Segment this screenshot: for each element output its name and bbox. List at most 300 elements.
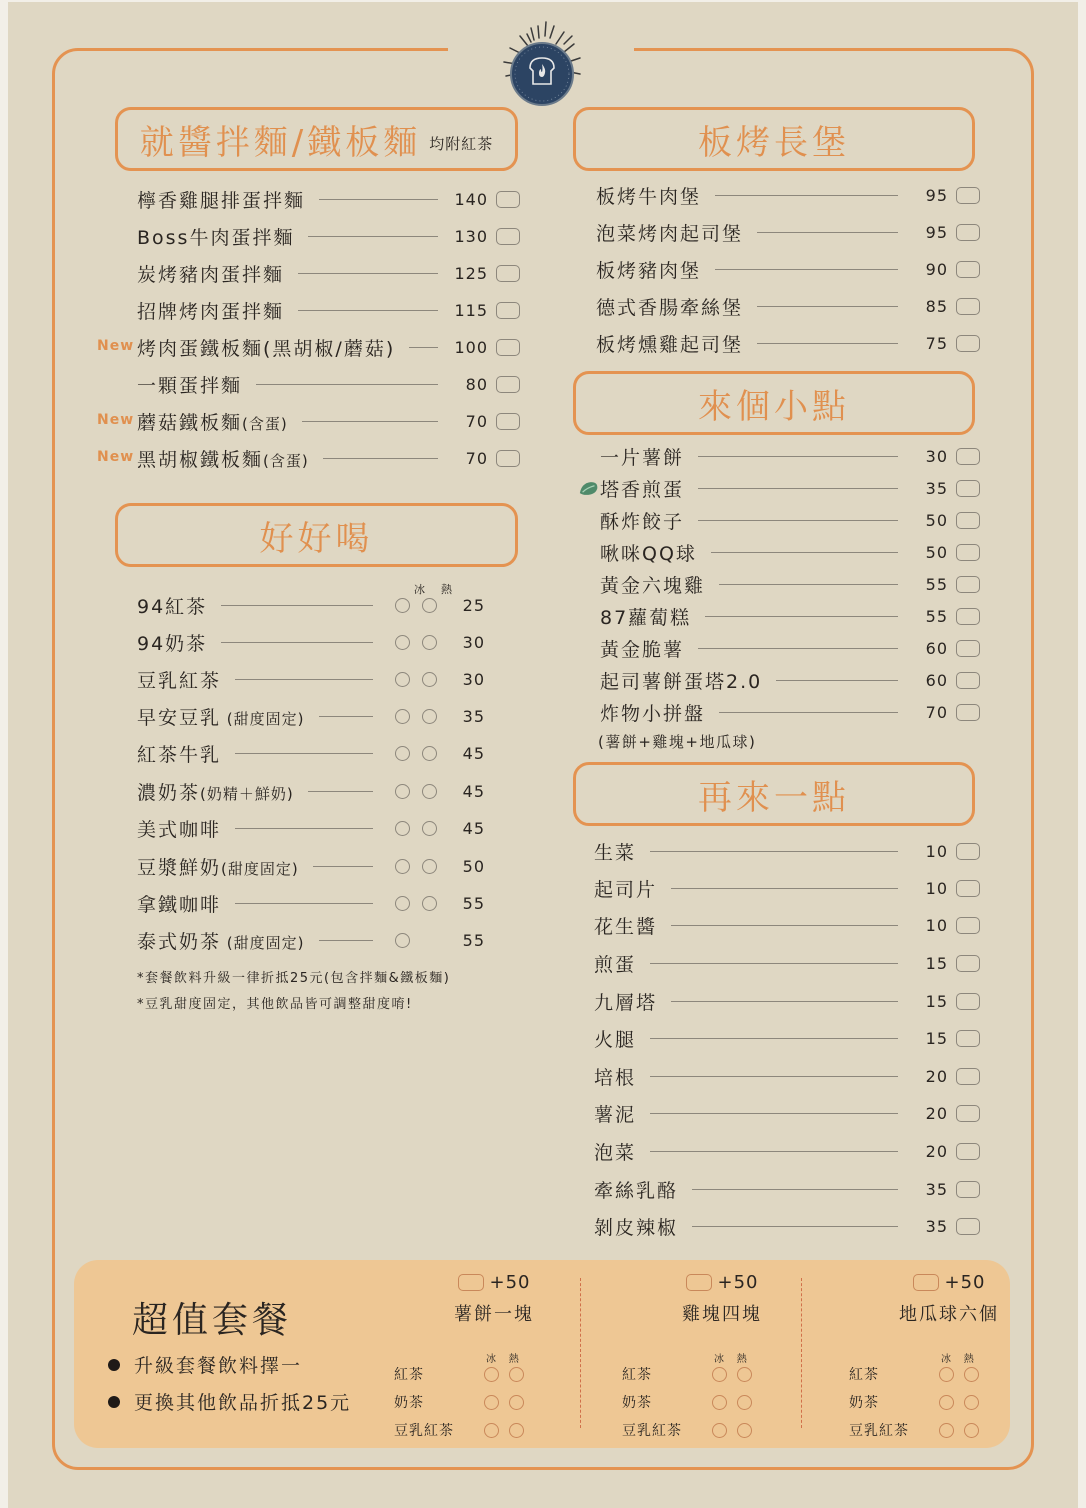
drink-name: 紅茶牛乳 <box>137 743 222 766</box>
item-name: 火腿 <box>594 1028 637 1051</box>
new-badge: New <box>97 338 135 354</box>
item-price: 30 <box>925 446 948 466</box>
ice-radio[interactable] <box>939 1367 954 1382</box>
item-name: 招牌烤肉蛋拌麵 <box>137 300 285 323</box>
item-price: 115 <box>454 300 488 320</box>
drink-row[interactable] <box>137 627 485 657</box>
item-price: 70 <box>465 448 488 468</box>
leader-line <box>698 488 898 489</box>
drink-row[interactable] <box>137 813 485 843</box>
ice-radio[interactable] <box>712 1367 727 1382</box>
combo-side: 薯餅一塊 <box>454 1304 534 1325</box>
leader-line <box>692 1226 898 1227</box>
item-name: 一片薯餅 <box>600 446 685 469</box>
hot-radio[interactable] <box>509 1367 524 1382</box>
item-name: 薯泥 <box>594 1103 637 1126</box>
combo-checkbox[interactable] <box>458 1274 484 1291</box>
order-checkbox[interactable] <box>956 1218 980 1235</box>
order-checkbox[interactable] <box>956 672 980 689</box>
ice-radio[interactable] <box>395 784 410 799</box>
item-name: 一顆蛋拌麵 <box>137 374 243 397</box>
ice-radio[interactable] <box>395 821 410 836</box>
leader-line <box>692 1189 898 1190</box>
drink-name: 拿鐵咖啡 <box>137 893 222 916</box>
order-checkbox[interactable] <box>496 191 520 208</box>
leader-line <box>319 716 374 717</box>
combo-option <box>622 1272 822 1442</box>
item-price: 15 <box>925 991 948 1011</box>
drink-price: 45 <box>462 818 485 838</box>
item-price: 10 <box>925 915 948 935</box>
item-price: 130 <box>454 226 488 246</box>
order-checkbox[interactable] <box>956 261 980 278</box>
combo-title: 超值套餐 <box>132 1300 293 1341</box>
menu-item-row[interactable] <box>600 697 980 727</box>
leader-line <box>235 903 373 904</box>
leader-line <box>313 866 373 867</box>
item-name: 起司薯餅蛋塔2.0 <box>600 670 763 693</box>
menu-item-row[interactable] <box>600 505 980 535</box>
hot-radio[interactable] <box>964 1395 979 1410</box>
combo-drink-name: 奶茶 <box>622 1395 652 1411</box>
leader-line <box>715 195 898 196</box>
temp-options <box>395 784 441 799</box>
item-price: 70 <box>465 411 488 431</box>
combo-drink-row <box>622 1420 762 1440</box>
drink-price: 50 <box>462 856 485 876</box>
item-name: 黃金六塊雞 <box>600 574 706 597</box>
item-name: 檸香雞腿排蛋拌麵 <box>137 189 306 212</box>
item-price: 15 <box>925 1028 948 1048</box>
item-name: 炸物小拼盤 <box>600 702 706 725</box>
leader-line <box>221 605 373 606</box>
combo-drink-name: 豆乳紅茶 <box>622 1423 682 1439</box>
hot-radio[interactable] <box>422 672 437 687</box>
combo-checkbox[interactable] <box>913 1274 939 1291</box>
item-price: 20 <box>925 1103 948 1123</box>
temp-options <box>395 933 441 948</box>
temp-labels: 冰 熱 <box>714 1354 747 1365</box>
leader-line <box>671 925 898 926</box>
leader-line <box>705 616 898 617</box>
combo-price: +50 <box>717 1272 759 1293</box>
combo-drink-name: 豆乳紅茶 <box>849 1423 909 1439</box>
hot-radio[interactable] <box>737 1423 752 1438</box>
temp-options <box>395 635 441 650</box>
leader-line <box>298 273 438 274</box>
order-checkbox[interactable] <box>956 880 980 897</box>
leader-line <box>757 232 898 233</box>
item-name: 87蘿蔔糕 <box>600 606 692 629</box>
menu-item-row[interactable] <box>600 473 980 503</box>
menu-item-row[interactable] <box>137 221 520 251</box>
drink-price: 30 <box>462 632 485 652</box>
item-price: 10 <box>925 878 948 898</box>
drink-name: 豆漿鮮奶(甜度固定) <box>137 856 299 879</box>
section-title-noodles: 就醬拌麵/鐵板麵 均附紅茶 <box>115 107 518 171</box>
item-price: 125 <box>454 263 488 283</box>
menu-item-row[interactable] <box>596 328 980 358</box>
menu-item-row[interactable] <box>600 601 980 631</box>
new-badge: New <box>97 449 135 465</box>
combo-drink-name: 紅茶 <box>849 1367 879 1383</box>
hot-radio[interactable] <box>509 1395 524 1410</box>
leader-line <box>698 648 898 649</box>
leader-line <box>776 680 898 681</box>
menu-item-row[interactable] <box>594 986 980 1016</box>
item-price: 55 <box>925 606 948 626</box>
combo-drink-name: 紅茶 <box>622 1367 652 1383</box>
item-price: 15 <box>925 953 948 973</box>
item-name: 烤肉蛋鐵板麵(黑胡椒/蘑菇) <box>137 337 396 360</box>
drink-price: 30 <box>462 669 485 689</box>
menu-item-row[interactable] <box>600 537 980 567</box>
menu-item-row[interactable] <box>137 332 520 362</box>
item-price: 100 <box>454 337 488 357</box>
order-checkbox[interactable] <box>496 376 520 393</box>
combo-drink-row <box>394 1392 534 1412</box>
hot-radio[interactable] <box>737 1395 752 1410</box>
combo-side: 雞塊四塊 <box>682 1304 762 1325</box>
leader-line <box>715 269 898 270</box>
drink-row[interactable] <box>137 590 485 620</box>
item-price: 55 <box>925 574 948 594</box>
menu-item-row[interactable] <box>596 217 980 247</box>
leader-line <box>221 642 373 643</box>
leader-line <box>671 1001 898 1002</box>
menu-item-row[interactable] <box>600 665 980 695</box>
order-checkbox[interactable] <box>956 335 980 352</box>
temp-options <box>395 896 441 911</box>
item-price: 95 <box>925 222 948 242</box>
leader-line <box>698 456 898 457</box>
order-checkbox[interactable] <box>956 917 980 934</box>
item-price: 60 <box>925 670 948 690</box>
menu-item-row[interactable] <box>137 406 520 436</box>
leader-line <box>650 1076 898 1077</box>
menu-item-row[interactable] <box>137 184 520 214</box>
section-title-extras: 再來一點 <box>573 762 975 826</box>
menu-item-row[interactable] <box>594 1098 980 1128</box>
temp-options <box>395 709 441 724</box>
temp-options <box>395 746 441 761</box>
drink-name: 早安豆乳 (甜度固定) <box>137 706 305 729</box>
ice-radio[interactable] <box>395 672 410 687</box>
leader-line <box>757 343 898 344</box>
drink-row[interactable] <box>137 664 485 694</box>
item-price: 80 <box>465 374 488 394</box>
drink-price: 45 <box>462 781 485 801</box>
ice-radio[interactable] <box>395 896 410 911</box>
temp-options <box>395 598 441 613</box>
item-name: 蘑菇鐵板麵(含蛋) <box>137 411 288 434</box>
drink-name: 濃奶茶(奶精＋鮮奶) <box>137 781 294 804</box>
drinks-note-2: *豆乳甜度固定，其他飲品皆可調整甜度唷! <box>137 997 413 1012</box>
order-checkbox[interactable] <box>956 640 980 657</box>
hot-radio[interactable] <box>964 1423 979 1438</box>
temp-labels: 冰 熱 <box>941 1354 974 1365</box>
hot-radio[interactable] <box>737 1367 752 1382</box>
leader-line <box>698 520 898 521</box>
menu-item-row[interactable] <box>594 1023 980 1053</box>
item-name: Boss牛肉蛋拌麵 <box>137 226 295 249</box>
hot-radio[interactable] <box>422 709 437 724</box>
leader-line <box>650 851 898 852</box>
combo-drink-row <box>394 1364 534 1384</box>
drink-name: 94紅茶 <box>137 595 208 618</box>
leader-line <box>308 791 373 792</box>
item-price: 90 <box>925 259 948 279</box>
menu-item-row[interactable] <box>594 1211 980 1241</box>
item-price: 95 <box>925 185 948 205</box>
hot-radio[interactable] <box>422 784 437 799</box>
new-badge: New <box>97 412 135 428</box>
ice-radio[interactable] <box>395 746 410 761</box>
order-checkbox[interactable] <box>956 704 980 721</box>
leader-line <box>650 963 898 964</box>
ice-radio[interactable] <box>395 859 410 874</box>
order-checkbox[interactable] <box>496 413 520 430</box>
drink-row[interactable] <box>137 925 485 955</box>
order-checkbox[interactable] <box>956 224 980 241</box>
combo-checkbox[interactable] <box>686 1274 712 1291</box>
ice-radio[interactable] <box>712 1395 727 1410</box>
leader-line <box>711 552 898 553</box>
hot-radio[interactable] <box>422 821 437 836</box>
menu-item-row[interactable] <box>594 1061 980 1091</box>
drink-name: 泰式奶茶 (甜度固定) <box>137 930 305 953</box>
leader-line <box>319 199 438 200</box>
item-name: 酥炸餃子 <box>600 510 685 533</box>
combo-price: +50 <box>489 1272 531 1293</box>
leader-line <box>308 236 438 237</box>
item-price: 20 <box>925 1141 948 1161</box>
item-name: 黃金脆薯 <box>600 638 685 661</box>
combo-drink-row <box>622 1364 762 1384</box>
drinks-note-1: *套餐飲料升級一律折抵25元(包含拌麵&鐵板麵) <box>137 971 451 986</box>
ice-radio[interactable] <box>395 635 410 650</box>
leader-line <box>671 888 898 889</box>
menu-item-row[interactable] <box>137 443 520 473</box>
item-name: 板烤牛肉堡 <box>596 185 702 208</box>
menu-item-row[interactable] <box>594 948 980 978</box>
ice-label: 冰 <box>414 583 425 596</box>
combo-option <box>394 1272 594 1442</box>
combo-panel <box>74 1260 1010 1448</box>
hot-radio[interactable] <box>422 598 437 613</box>
menu-item-row[interactable] <box>600 569 980 599</box>
menu-item-row[interactable] <box>594 910 980 940</box>
section-title-burgers: 板烤長堡 <box>573 107 975 171</box>
menu-item-row[interactable] <box>600 633 980 663</box>
order-checkbox[interactable] <box>956 512 980 529</box>
menu-item-row[interactable] <box>600 441 980 471</box>
item-price: 10 <box>925 841 948 861</box>
combo-drink-name: 奶茶 <box>849 1395 879 1411</box>
item-name: 煎蛋 <box>594 953 637 976</box>
menu-item-row[interactable] <box>137 369 520 399</box>
hot-radio[interactable] <box>509 1423 524 1438</box>
drink-price: 35 <box>462 706 485 726</box>
combo-drink-name: 奶茶 <box>394 1395 424 1411</box>
item-name: 板烤燻雞起司堡 <box>596 333 744 356</box>
item-price: 60 <box>925 638 948 658</box>
item-price: 50 <box>925 510 948 530</box>
hot-label: 熱 <box>441 583 452 596</box>
menu-item-row[interactable] <box>594 1136 980 1166</box>
leader-line <box>650 1151 898 1152</box>
ice-radio[interactable] <box>712 1423 727 1438</box>
order-checkbox[interactable] <box>956 448 980 465</box>
order-checkbox[interactable] <box>956 187 980 204</box>
combo-price: +50 <box>944 1272 986 1293</box>
temp-options <box>395 821 441 836</box>
combo-option-header <box>849 1272 1049 1293</box>
leader-line <box>650 1113 898 1114</box>
menu-item-row[interactable] <box>596 291 980 321</box>
item-name: 啾咪QQ球 <box>600 542 697 565</box>
drink-name: 94奶茶 <box>137 632 208 655</box>
combo-drink-row <box>849 1420 989 1440</box>
order-checkbox[interactable] <box>496 228 520 245</box>
combo-drink-row <box>849 1364 989 1384</box>
item-name: 泡菜烤肉起司堡 <box>596 222 744 245</box>
temp-options <box>395 859 441 874</box>
menu-item-row[interactable] <box>594 836 980 866</box>
item-name: 九層塔 <box>594 991 658 1014</box>
hot-radio[interactable] <box>422 746 437 761</box>
item-price: 70 <box>925 702 948 722</box>
ice-radio[interactable] <box>939 1423 954 1438</box>
order-checkbox[interactable] <box>956 1030 980 1047</box>
combo-bullet-2: 更換其他飲品折抵25元 <box>108 1388 351 1415</box>
leader-line <box>298 310 438 311</box>
leader-line <box>235 753 373 754</box>
order-checkbox[interactable] <box>956 1143 980 1160</box>
menu-item-row[interactable] <box>596 254 980 284</box>
item-name: 黑胡椒鐵板麵(含蛋) <box>137 448 309 471</box>
order-checkbox[interactable] <box>956 608 980 625</box>
leaf-icon <box>578 480 600 497</box>
leader-line <box>409 347 438 348</box>
leader-line <box>757 306 898 307</box>
leader-line <box>650 1038 898 1039</box>
combo-option-header <box>622 1272 822 1293</box>
item-name: 炭烤豬肉蛋拌麵 <box>137 263 285 286</box>
temp-labels: 冰 熱 <box>486 1354 519 1365</box>
item-name: 牽絲乳酪 <box>594 1179 679 1202</box>
leader-line <box>319 940 374 941</box>
order-checkbox[interactable] <box>496 450 520 467</box>
order-checkbox[interactable] <box>956 955 980 972</box>
item-price: 75 <box>925 333 948 353</box>
drink-price: 55 <box>462 893 485 913</box>
order-checkbox[interactable] <box>956 993 980 1010</box>
menu-item-row[interactable] <box>137 295 520 325</box>
drink-price: 55 <box>462 930 485 950</box>
menu-item-row[interactable] <box>594 873 980 903</box>
drink-row[interactable] <box>137 851 485 881</box>
ice-radio[interactable] <box>395 598 410 613</box>
order-checkbox[interactable] <box>956 1068 980 1085</box>
ice-radio[interactable] <box>395 933 410 948</box>
ice-radio[interactable] <box>484 1367 499 1382</box>
drink-row[interactable] <box>137 888 485 918</box>
menu-item-row[interactable] <box>594 1174 980 1204</box>
hot-radio[interactable] <box>422 859 437 874</box>
combo-drink-name: 紅茶 <box>394 1367 424 1383</box>
item-price: 35 <box>925 1179 948 1199</box>
drink-price: 25 <box>462 595 485 615</box>
order-checkbox[interactable] <box>956 843 980 860</box>
drink-price: 45 <box>462 743 485 763</box>
combo-side: 地瓜球六個 <box>899 1304 999 1325</box>
order-checkbox[interactable] <box>956 544 980 561</box>
combo-option <box>849 1272 1049 1442</box>
item-price: 140 <box>454 189 488 209</box>
item-name: 泡菜 <box>594 1141 637 1164</box>
ice-radio[interactable] <box>484 1395 499 1410</box>
hot-radio[interactable] <box>422 896 437 911</box>
leader-line <box>323 458 438 459</box>
temp-options <box>395 672 441 687</box>
hot-radio[interactable] <box>422 635 437 650</box>
menu-item-row[interactable] <box>137 258 520 288</box>
combo-drink-row <box>849 1392 989 1412</box>
toast-flame-badge-icon <box>484 18 600 110</box>
drink-row[interactable] <box>137 738 485 768</box>
drink-name: 美式咖啡 <box>137 818 222 841</box>
item-name: 剝皮辣椒 <box>594 1216 679 1239</box>
divider <box>580 1278 581 1428</box>
section-title-snacks: 來個小點 <box>573 371 975 435</box>
order-checkbox[interactable] <box>496 265 520 282</box>
order-checkbox[interactable] <box>956 480 980 497</box>
leader-line <box>235 679 373 680</box>
drink-row[interactable] <box>137 776 485 806</box>
ice-radio[interactable] <box>484 1423 499 1438</box>
drink-row[interactable] <box>137 701 485 731</box>
order-checkbox[interactable] <box>956 298 980 315</box>
order-checkbox[interactable] <box>496 339 520 356</box>
item-name: 生菜 <box>594 841 637 864</box>
item-name: 板烤豬肉堡 <box>596 259 702 282</box>
order-checkbox[interactable] <box>956 1105 980 1122</box>
platter-note: (薯餅+雞塊+地瓜球) <box>598 733 757 751</box>
hot-radio[interactable] <box>964 1367 979 1382</box>
combo-drink-row <box>622 1392 762 1412</box>
item-price: 35 <box>925 1216 948 1236</box>
leader-line <box>256 384 438 385</box>
order-checkbox[interactable] <box>956 576 980 593</box>
item-name: 培根 <box>594 1066 637 1089</box>
order-checkbox[interactable] <box>496 302 520 319</box>
combo-option-header <box>394 1272 594 1293</box>
order-checkbox[interactable] <box>956 1181 980 1198</box>
item-name: 起司片 <box>594 878 658 901</box>
leader-line <box>719 584 898 585</box>
menu-item-row[interactable] <box>596 180 980 210</box>
combo-drink-row <box>394 1420 534 1440</box>
leader-line <box>302 421 438 422</box>
item-name: 德式香腸牽絲堡 <box>596 296 744 319</box>
drink-name: 豆乳紅茶 <box>137 669 222 692</box>
ice-radio[interactable] <box>395 709 410 724</box>
ice-radio[interactable] <box>939 1395 954 1410</box>
section-title-drinks: 好好喝 <box>115 503 518 567</box>
combo-bullet-1: 升級套餐飲料擇一 <box>108 1351 302 1378</box>
divider <box>801 1278 802 1428</box>
